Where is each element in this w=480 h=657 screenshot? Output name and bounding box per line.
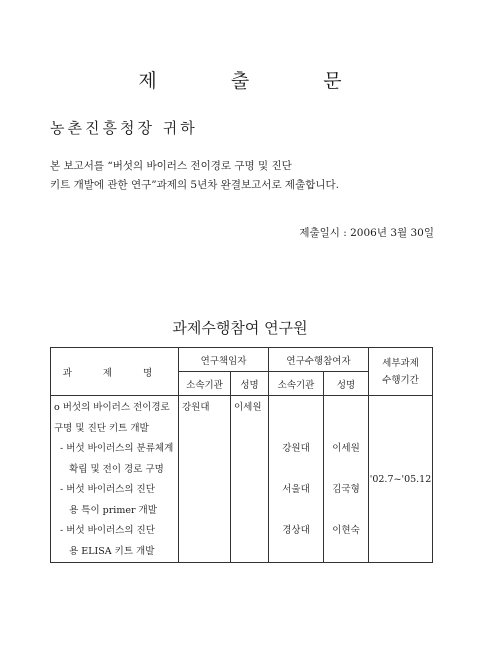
submission-date: 제출일시 : 2006년 3월 30일 (299, 227, 434, 239)
table-cell-lead-org (179, 501, 230, 522)
table-cell-task: 용 ELISA 키트 개발 (54, 545, 155, 557)
co-name-column (324, 396, 369, 563)
table-cell-co-org (269, 419, 323, 440)
table-cell-co-name (324, 501, 368, 522)
table-cell-lead-org (179, 460, 230, 481)
co-org-column (269, 396, 324, 563)
table-cell-lead-name (231, 501, 268, 522)
table-cell-lead-org (179, 439, 230, 460)
table-cell-task: o 버섯의 바이러스 전이경로 (54, 402, 170, 413)
header-co-org: 소속기관 (269, 372, 324, 396)
table-cell-lead-org: 강원대 (182, 402, 210, 413)
header-period-line-2: 수행기간 (382, 374, 419, 386)
table-cell-lead-name (231, 419, 268, 440)
body-text-line-2: 키트 개발에 관한 연구”과제의 5년차 완결보고서로 제출합니다. (50, 179, 339, 191)
body-text-line-1: 본 보고서를 “버섯의 바이러스 전이경로 구명 및 진단 (50, 160, 292, 172)
table-cell-co-name: 김국형 (332, 484, 360, 495)
table-cell-task: - 버섯 바이러스의 진단 (54, 525, 155, 536)
recipient-line: 농촌진흥청장 귀하 (50, 119, 198, 137)
table-cell-co-org (269, 542, 323, 563)
table-cell-co-org: 경상대 (282, 525, 310, 536)
header-co-name: 성명 (324, 372, 369, 396)
task-column (51, 396, 179, 563)
table-cell-co-name (324, 542, 368, 563)
table-cell-task: 확립 및 전이 경로 구명 (54, 463, 164, 475)
table-cell-lead-name: 이세원 (234, 402, 262, 413)
table-cell-lead-org (179, 542, 230, 563)
table-cell-task: 구명 및 진단 키트 개발 (54, 422, 149, 434)
table-cell-co-name (324, 460, 368, 481)
header-principal-investigator: 연구책임자 (179, 348, 269, 372)
participants-section-title: 과제수행참여 연구원 (172, 319, 308, 337)
header-lead-name: 성명 (231, 372, 269, 396)
period-value: '02.7~'05.12 (369, 396, 433, 563)
table-cell-co-name (324, 419, 368, 440)
header-period-line-1: 세부과제 (382, 357, 419, 369)
table-cell-co-name: 이세원 (332, 443, 360, 454)
table-cell-lead-name (231, 460, 268, 481)
table-cell-lead-name (231, 480, 268, 501)
table-cell-co-org (269, 460, 323, 481)
header-task-name: 과 제 명 (51, 348, 179, 396)
header-lead-org: 소속기관 (179, 372, 231, 396)
table-cell-co-org: 강원대 (282, 443, 310, 454)
header-sub-task-period (369, 348, 433, 396)
table-cell-lead-name (231, 439, 268, 460)
table-cell-task: 용 특이 primer 개발 (54, 504, 157, 516)
table-cell-co-org (269, 501, 323, 522)
table-cell-co-name: 이현숙 (332, 525, 360, 536)
participants-table (50, 347, 433, 563)
table-cell-co-name (324, 398, 368, 419)
table-cell-co-org (269, 398, 323, 419)
table-cell-task: - 버섯 바이러스의 분류체계 (54, 443, 174, 454)
header-participating-researchers: 연구수행참여자 (269, 348, 369, 372)
table-cell-lead-name (231, 542, 268, 563)
table-cell-task: - 버섯 바이러스의 진단 (54, 484, 155, 495)
lead-name-column (231, 396, 269, 563)
document-title: 제 출 문 (138, 70, 376, 92)
table-cell-co-org: 서울대 (282, 484, 310, 495)
table-cell-lead-org (179, 480, 230, 501)
table-cell-lead-org (179, 419, 230, 440)
lead-org-column (179, 396, 231, 563)
table-cell-lead-org (179, 521, 230, 542)
table-cell-lead-name (231, 521, 268, 542)
